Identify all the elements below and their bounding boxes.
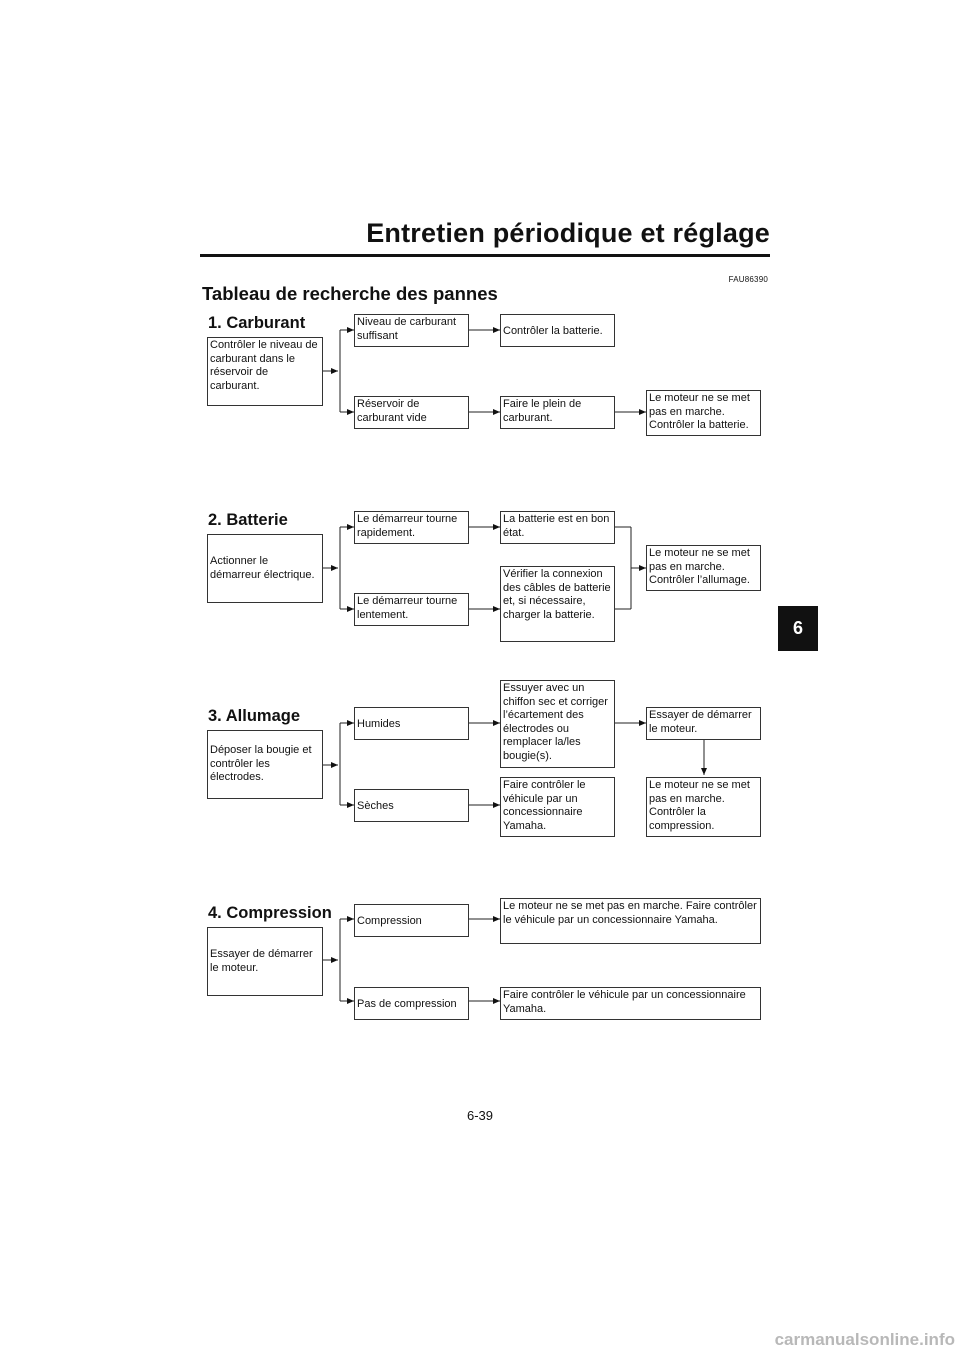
s1-option-a-box: Niveau de carburant suffisant [354,314,469,347]
s1-option-b-next-box: Faire le plein de carburant. [500,396,615,429]
s3-option-b-next-box: Faire contrôler le véhicule par un concessionnaire Yamaha. [500,777,615,837]
s2-start-box: Actionner le démarreur électrique. [207,534,323,603]
watermark: carmanualsonline.info [774,1330,955,1349]
s2-option-b-box: Le démarreur tourne lentement. [354,593,469,626]
s4-option-a-next-box: Le moteur ne se met pas en marche. Faire contrôler le véhicule par un concessionnaire Yamaha. [500,898,761,944]
s1-option-b-box: Réservoir de carburant vide [354,396,469,429]
s3-option-a-result-box: Essayer de démarrer le moteur. [646,707,761,740]
reference-code: FAU86390 [728,275,768,284]
s3-option-a-box: Humides [354,707,469,740]
section-1-title: 1. Carburant [208,314,306,332]
s3-option-b-box: Sèches [354,789,469,822]
s3-final-box: Le moteur ne se met pas en marche. Contrôler la compression. [646,777,761,837]
section-title: Tableau de recherche des pannes [202,283,498,304]
s4-option-b-box: Pas de compression [354,987,469,1020]
s4-start-box: Essayer de démarrer le moteur. [207,927,323,996]
s2-option-b-next-box: Vérifier la connexion des câbles de batterie et, si nécessaire, charger la batterie. [500,566,615,642]
section-3-title: 3. Allumage [208,707,300,725]
s3-option-a-next-box: Essuyer avec un chiffon sec et corriger l’écartement des électrodes ou remplacer la/les bougie(s). [500,680,615,768]
section-4-title: 4. Compression [208,904,332,922]
s3-start-box: Déposer la bougie et contrôler les électrodes. [207,730,323,799]
s1-start-box: Contrôler le niveau de carburant dans le réservoir de carburant. [207,337,323,406]
s2-option-a-next-box: La batterie est en bon état. [500,511,615,544]
section-2-title: 2. Batterie [208,511,288,529]
s1-option-a-next-box: Contrôler la batterie. [500,314,615,347]
s2-result-box: Le moteur ne se met pas en marche. Contrôler l’allumage. [646,545,761,591]
s4-option-a-box: Compression [354,904,469,937]
s2-option-a-box: Le démarreur tourne rapidement. [354,511,469,544]
s4-option-b-next-box: Faire contrôler le véhicule par un concessionnaire Yamaha. [500,987,761,1020]
chapter-tab: 6 [778,606,818,651]
page-number: 6-39 [466,1108,494,1123]
s1-result-box: Le moteur ne se met pas en marche. Contrôler la batterie. [646,390,761,436]
page-header-title: Entretien périodique et réglage [366,218,770,248]
